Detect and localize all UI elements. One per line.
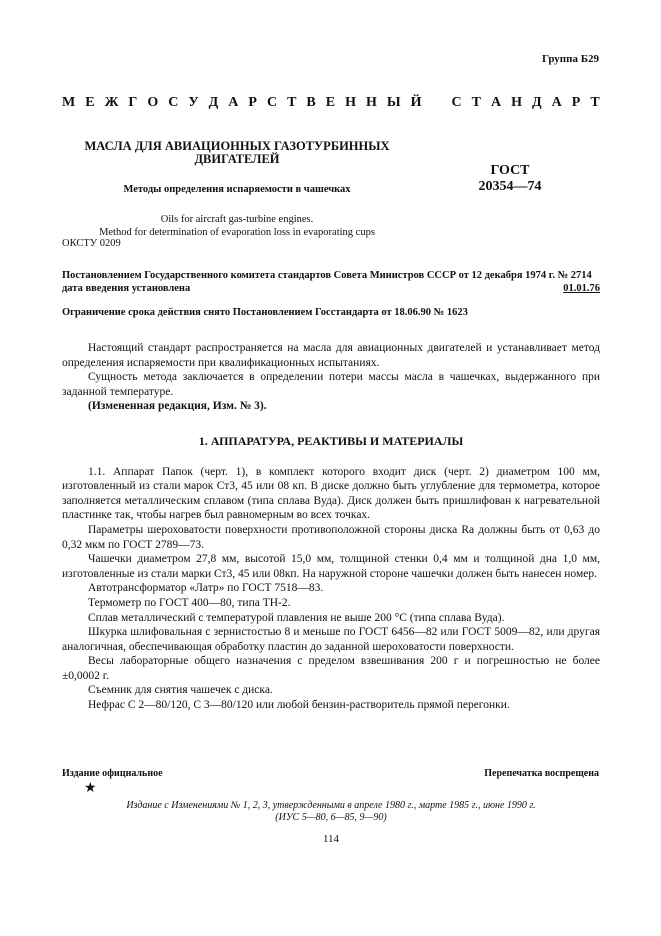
section-1-paragraph-5: Термометр по ГОСТ 400—80, типа ТН-2.: [88, 596, 291, 609]
english-title: [62, 213, 412, 239]
reprint-prohibited-label: Перепечатка воспрещена: [484, 768, 599, 779]
banner-letter: О: [147, 95, 159, 110]
section-1-paragraph-6: Сплав металлический с температурой плавления не выше 200 °С (типа сплава Вуда).: [88, 611, 505, 624]
group-code: Группа Б29: [542, 53, 599, 65]
section-1-paragraph-2: Параметры шероховатости поверхности противоположной стороны диска Ra должны быть от 0,63 до 0,32 мкм по ГОСТ 2789—73.: [62, 523, 600, 551]
edition-note: [62, 800, 600, 824]
section-1-paragraph-8: Весы лабораторные общего назначения с пределом взвешивания 200 г и погрешностью не более ±0,0002 г.: [62, 655, 600, 682]
decree-date: 01.01.76: [563, 283, 600, 294]
banner-letter: С: [451, 95, 462, 110]
banner-letter: В: [306, 95, 316, 110]
banner-letter: А: [491, 95, 502, 110]
section-1-paragraph-3: Чашечки диаметром 27,8 мм, высотой 15,0 мм, толщиной стенки 0,4 мм и толщиной дна 1,0 мм, изготовленные из стали марки Ст3, 45 или 08кп. На наружной стороне чашечки должен быть нанесен номер.: [62, 553, 600, 580]
banner-letter: Т: [471, 95, 481, 110]
banner-letter: Е: [85, 95, 95, 110]
banner-letter: Н: [345, 95, 356, 110]
gost-label: ГОСТ: [490, 163, 530, 178]
edition-note-line-2: (ИУС 5—80, 6—85, 9—90): [275, 812, 387, 823]
banner-letter: Т: [590, 95, 600, 110]
banner-letter: А: [551, 95, 562, 110]
section-1-paragraph-7: Шкурка шлифовальная с зернистостью 8 и меньше по ГОСТ 6456—82 или ГОСТ 5009—82, или другая аналогичная, обеспечивающая обработку пластин до заданной шероховатости поверхности.: [62, 626, 600, 653]
title-block: [62, 140, 412, 239]
okstu-code: ОКСТУ 0209: [62, 238, 121, 249]
banner-letter: Р: [571, 95, 581, 110]
section-1-title: 1. АППАРАТУРА, РЕАКТИВЫ И МАТЕРИАЛЫ: [198, 433, 464, 448]
banner-letter: Е: [325, 95, 336, 110]
banner-letter: Д: [532, 95, 542, 110]
banner-letter: Д: [208, 95, 219, 110]
official-edition-label: Издание официальное: [62, 768, 163, 779]
section-1-paragraph-4: Автотрансформатор «Латр» по ГОСТ 7518—83.: [88, 582, 324, 595]
banner-letter: С: [168, 95, 179, 110]
title-line-1: МАСЛА ДЛЯ АВИАЦИОННЫХ ГАЗОТУРБИННЫХ: [84, 139, 390, 153]
banner-letter: Н: [366, 95, 377, 110]
banner-letter: А: [228, 95, 239, 110]
banner-letter: Г: [128, 95, 138, 110]
banner-letter: С: [266, 95, 278, 110]
intro-paragraph-1: Настоящий стандарт распространяется на масла для авиационных двигателей и устанавливает метод определения испаряемости при квалификационных испытаниях.: [62, 342, 600, 369]
decree-date-label: дата введения установлена: [62, 283, 191, 294]
gost-designation: [470, 163, 550, 195]
banner-letter: Н: [511, 95, 523, 110]
edition-note-line-1: Издание с Изменениями № 1, 2, 3, утвержденными в апреле 1980 г., марте 1985 г., июне 1990 г.: [126, 800, 536, 811]
decree: [62, 269, 600, 295]
body-text: [62, 341, 600, 713]
section-1-paragraph-9: Съемник для снятия чашечек с диска.: [88, 684, 273, 697]
intro-paragraph-2: Сущность метода заключается в определении потери массы масла в чашечках, выдержанного при заданной температуре.: [62, 371, 600, 398]
section-1-paragraph-1: 1.1. Аппарат Папок (черт. 1), в комплект которого входит диск (черт. 2) диаметром 100 мм, изготовленный из стали марок Ст3, 45 или 08 кп. В диске должно быть углубление для термометра, которое заполняется металлическим сплавом (типа сплава Вуда). Диск должен быть пришлифован к нагревательной пластинке так, чтобы нагрев был равномерным во всех точках.: [62, 465, 600, 522]
banner-letter: Й: [410, 95, 422, 110]
banner-letter: Ж: [104, 95, 119, 110]
standard-banner: [62, 95, 600, 111]
banner-letter: Т: [287, 95, 297, 110]
banner-letter: М: [62, 95, 76, 110]
banner-letter: Ы: [386, 95, 401, 110]
intro-amendment-note: (Измененная редакция, Изм. № 3).: [88, 400, 267, 413]
banner-letter: Р: [248, 95, 257, 110]
title-line-2: ДВИГАТЕЛЕЙ: [194, 152, 280, 166]
page-number: 114: [322, 833, 340, 845]
section-1-paragraph-10: Нефрас С 2—80/120, С 3—80/120 или любой бензин-растворитель прямой перегонки.: [88, 699, 510, 712]
decree-line-1: Постановлением Государственного комитета стандартов Совета Министров СССР от 12 декабря 1974 г. № 2714: [62, 270, 592, 281]
star-icon: ★: [84, 781, 97, 796]
banner-letter: У: [188, 95, 199, 110]
gost-number: 20354—74: [478, 179, 542, 194]
english-title-line-2: Method for determination of evaporation loss in evaporating cups: [99, 227, 375, 238]
english-title-line-1: Oils for aircraft gas-turbine engines.: [160, 214, 314, 225]
limit-note: Ограничение срока действия снято Постановлением Госстандарта от 18.06.90 № 1623: [62, 307, 468, 318]
subtitle: Методы определения испаряемости в чашечках: [123, 184, 351, 195]
